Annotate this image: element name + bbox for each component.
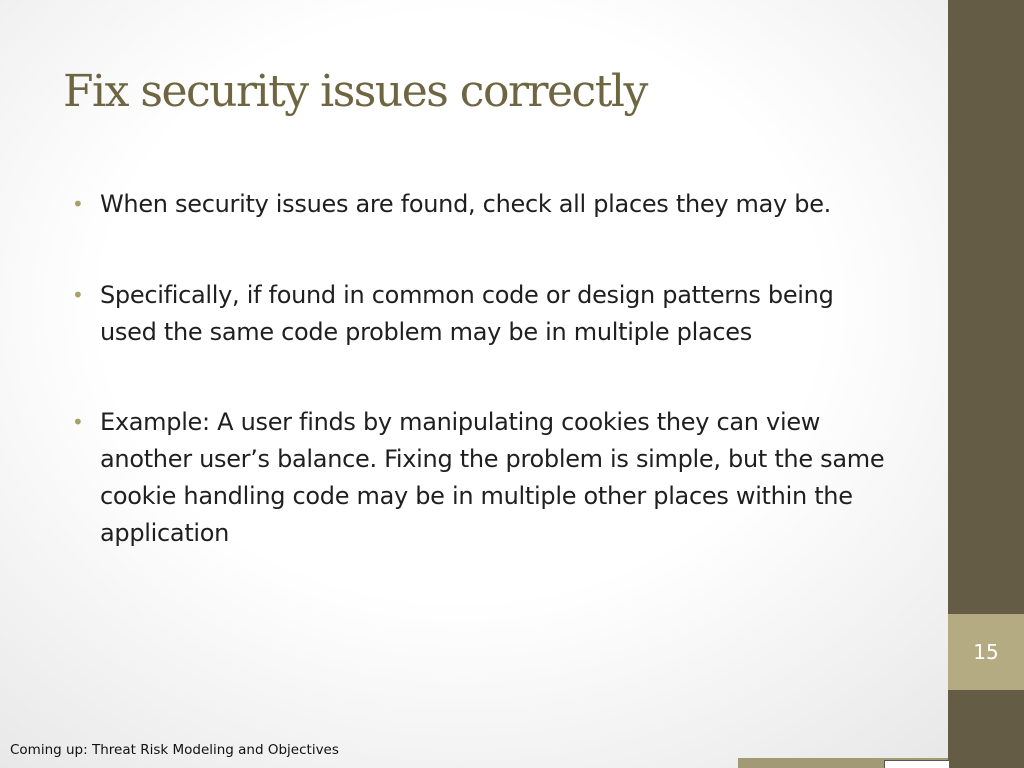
bullet-item bbox=[72, 277, 892, 351]
slideshow-toolbar-panel[interactable] bbox=[884, 760, 949, 768]
bullet-marker-icon: • bbox=[72, 410, 84, 434]
bullet-text: When security issues are found, check all places they may be. bbox=[100, 190, 832, 218]
bullet-text: Specifically, if found in common code or design patterns being used the same code problem may be in multiple places bbox=[100, 281, 834, 346]
page-number: 15 bbox=[973, 640, 999, 664]
bullet-marker-icon: • bbox=[72, 283, 84, 307]
bullet-item bbox=[72, 186, 892, 223]
bullet-text: Example: A user finds by manipulating cookies they can view another user’s balance. Fixing the problem is simple, but the same cookie handling code may be in multiple other places within the application bbox=[100, 408, 885, 547]
bullet-list bbox=[72, 186, 892, 552]
slide-title: Fix security issues correctly bbox=[63, 66, 647, 117]
bullet-marker-icon: • bbox=[72, 192, 84, 216]
footer-text: Coming up: Threat Risk Modeling and Objectives bbox=[10, 742, 339, 758]
page-number-badge bbox=[948, 614, 1024, 690]
bullet-item bbox=[72, 404, 892, 552]
